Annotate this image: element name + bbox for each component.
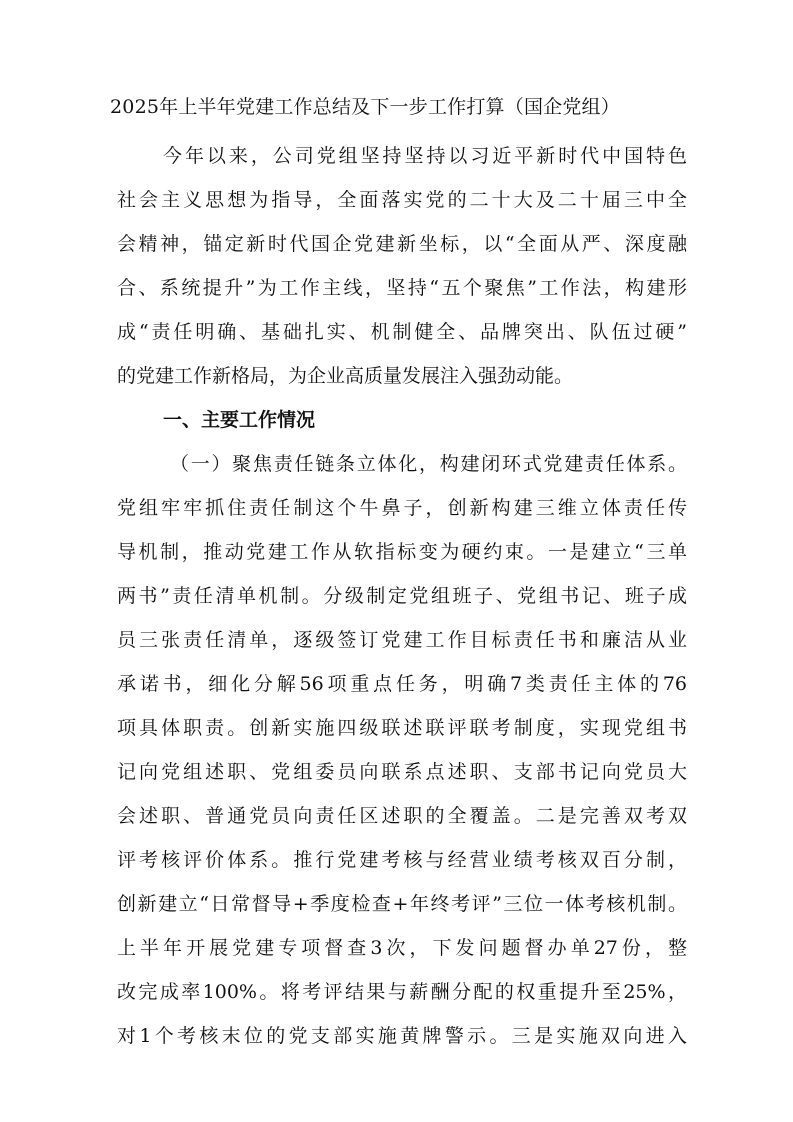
body-line-5: 员三张责任清单，逐级签订党建工作目标责任书和廉洁从业 [117,629,687,651]
body-line-14: 对1个考核末位的党支部实施黄牌警示。三是实施双向进入 [117,1025,687,1047]
intro-line-3: 会精神，锚定新时代国企党建新坐标，以“全面从严、深度融 [117,233,687,255]
intro-line-2: 社会主义思想为指导，全面落实党的二十大及二十届三中全 [117,189,687,211]
body-line-7: 项具体职责。创新实施四级联述联评联考制度，实现党组书 [117,717,687,739]
body-line-13: 改完成率100%。将考评结果与薪酬分配的权重提升至25%， [117,981,687,1003]
body-line-9: 会述职、普通党员向责任区述职的全覆盖。二是完善双考双 [117,805,687,827]
body-line-12: 上半年开展党建专项督查3次，下发问题督办单27份，整 [117,937,687,959]
body-line-3: 导机制，推动党建工作从软指标变为硬约束。一是建立“三单 [117,541,687,563]
intro-line-5: 成“责任明确、基础扎实、机制健全、品牌突出、队伍过硬” [117,321,687,343]
body-line-8: 记向党组述职、党组委员向联系点述职、支部书记向党员大 [117,761,687,783]
subsection-heading-line: （一）聚焦责任链条立体化，构建闭环式党建责任体系。 [170,453,687,475]
body-line-6: 承诺书，细化分解56项重点任务，明确7类责任主体的76 [117,673,687,695]
body-line-4: 两书”责任清单机制。分级制定党组班子、党组书记、班子成 [117,585,687,607]
intro-line-4: 合、系统提升”为工作主线，坚持“五个聚焦”工作法，构建形 [117,277,687,299]
section-heading: 一、主要工作情况 [163,409,316,431]
document-title: 2025年上半年党建工作总结及下一步工作打算（国企党组） [110,96,620,118]
body-line-11: 创新建立“日常督导+季度检查+年终考评”三位一体考核机制。 [117,893,687,915]
body-line-2: 党组牢牢抓住责任制这个牛鼻子，创新构建三维立体责任传 [117,497,687,519]
intro-line-6: 的党建工作新格局，为企业高质量发展注入强劲动能。 [117,365,574,387]
intro-line-1: 今年以来，公司党组坚持坚持以习近平新时代中国特色 [163,145,687,167]
body-line-10: 评考核评价体系。推行党建考核与经营业绩考核双百分制， [117,849,687,871]
